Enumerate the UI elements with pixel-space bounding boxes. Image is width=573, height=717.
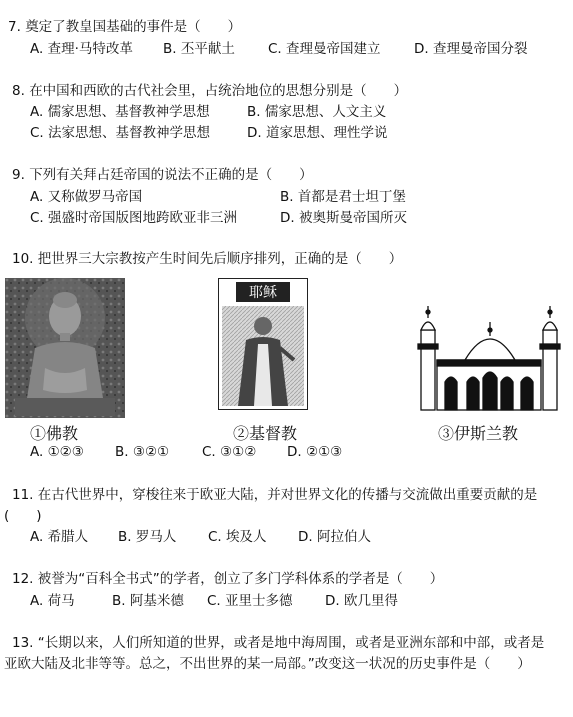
q7-option-b[interactable]: B. 丕平献土 <box>163 41 235 57</box>
buddhism-caption: ①佛教 <box>30 424 79 443</box>
question-number: 8. <box>12 83 25 99</box>
q9-option-d[interactable]: D. 被奥斯曼帝国所灭 <box>280 210 407 226</box>
q9-option-c[interactable]: C. 强盛时帝国版图地跨欧亚非三洲 <box>30 210 238 226</box>
q12-option-b[interactable]: B. 阿基米德 <box>112 593 184 609</box>
q11-option-d[interactable]: D. 阿拉伯人 <box>298 529 371 545</box>
question-text: 奠定了教皇国基础的事件是（ ） <box>25 19 242 35</box>
question-number: 10. <box>12 251 34 267</box>
question-text: 被誉为“百科全书式”的学者，创立了多门学科体系的学者是（ ） <box>37 571 444 587</box>
q10-option-b[interactable]: B. ③②① <box>115 444 170 460</box>
q8-option-c[interactable]: C. 法家思想、基督教神学思想 <box>30 125 211 141</box>
question-13-stem <box>12 634 544 652</box>
q9-option-b[interactable]: B. 首都是君士坦丁堡 <box>280 189 406 205</box>
q12-option-c[interactable]: C. 亚里士多德 <box>207 593 293 609</box>
islam-caption: ③伊斯兰教 <box>438 424 519 443</box>
question-number: 11. <box>12 487 34 503</box>
q8-option-a[interactable]: A. 儒家思想、基督教神学思想 <box>30 104 210 120</box>
q7-option-c[interactable]: C. 查理曼帝国建立 <box>268 41 381 57</box>
question-11-stem-cont: ( ) <box>4 508 42 524</box>
question-10-stem <box>12 250 402 268</box>
q7-option-d[interactable]: D. 查理曼帝国分裂 <box>414 41 528 57</box>
question-number: 12. <box>12 571 34 587</box>
buddha-statue-icon <box>5 278 125 418</box>
christianity-caption: ②基督教 <box>233 424 298 443</box>
q11-option-c[interactable]: C. 埃及人 <box>208 529 267 545</box>
question-text: 下列有关拜占廷帝国的说法不正确的是（ ） <box>29 167 313 183</box>
q10-option-c[interactable]: C. ③①② <box>202 444 257 460</box>
q10-option-a[interactable]: A. ①②③ <box>30 444 84 460</box>
q11-option-b[interactable]: B. 罗马人 <box>118 529 177 545</box>
question-number: 9. <box>12 167 25 183</box>
q8-option-b[interactable]: B. 儒家思想、人文主义 <box>247 104 387 120</box>
question-11-stem <box>12 486 537 504</box>
question-number: 7. <box>8 19 21 35</box>
q9-option-a[interactable]: A. 又称做罗马帝国 <box>30 189 143 205</box>
question-text: “长期以来，人们所知道的世界，或者是地中海周围，或者是亚洲东部和中部，或者是 <box>37 635 545 651</box>
question-12-stem <box>12 570 443 588</box>
jesus-figure-icon <box>218 278 308 410</box>
q11-option-a[interactable]: A. 希腊人 <box>30 529 89 545</box>
mosque-icon <box>415 300 565 412</box>
q7-option-a[interactable]: A. 查理·马特改革 <box>30 41 133 57</box>
q12-option-d[interactable]: D. 欧几里得 <box>325 593 398 609</box>
question-text: 把世界三大宗教按产生时间先后顺序排列，正确的是（ ） <box>37 251 403 267</box>
question-number: 13. <box>12 635 34 651</box>
jesus-sign-text: 耶稣 <box>249 285 277 301</box>
question-9-stem <box>12 166 313 184</box>
question-7-stem <box>8 18 241 36</box>
q8-option-d[interactable]: D. 道家思想、理性学说 <box>247 125 388 141</box>
q10-option-d[interactable]: D. ②①③ <box>287 444 343 460</box>
question-text: 在中国和西欧的古代社会里，占统治地位的思想分别是（ ） <box>29 83 408 99</box>
question-13-stem-cont: 亚欧大陆及北非等等。总之，不出世界的某一局部。”改变这一状况的历史事件是（ ） <box>4 656 531 672</box>
question-8-stem <box>12 82 407 100</box>
question-text: 在古代世界中，穿梭往来于欧亚大陆，并对世界文化的传播与交流做出重要贡献的是 <box>37 487 538 503</box>
q12-option-a[interactable]: A. 荷马 <box>30 593 75 609</box>
